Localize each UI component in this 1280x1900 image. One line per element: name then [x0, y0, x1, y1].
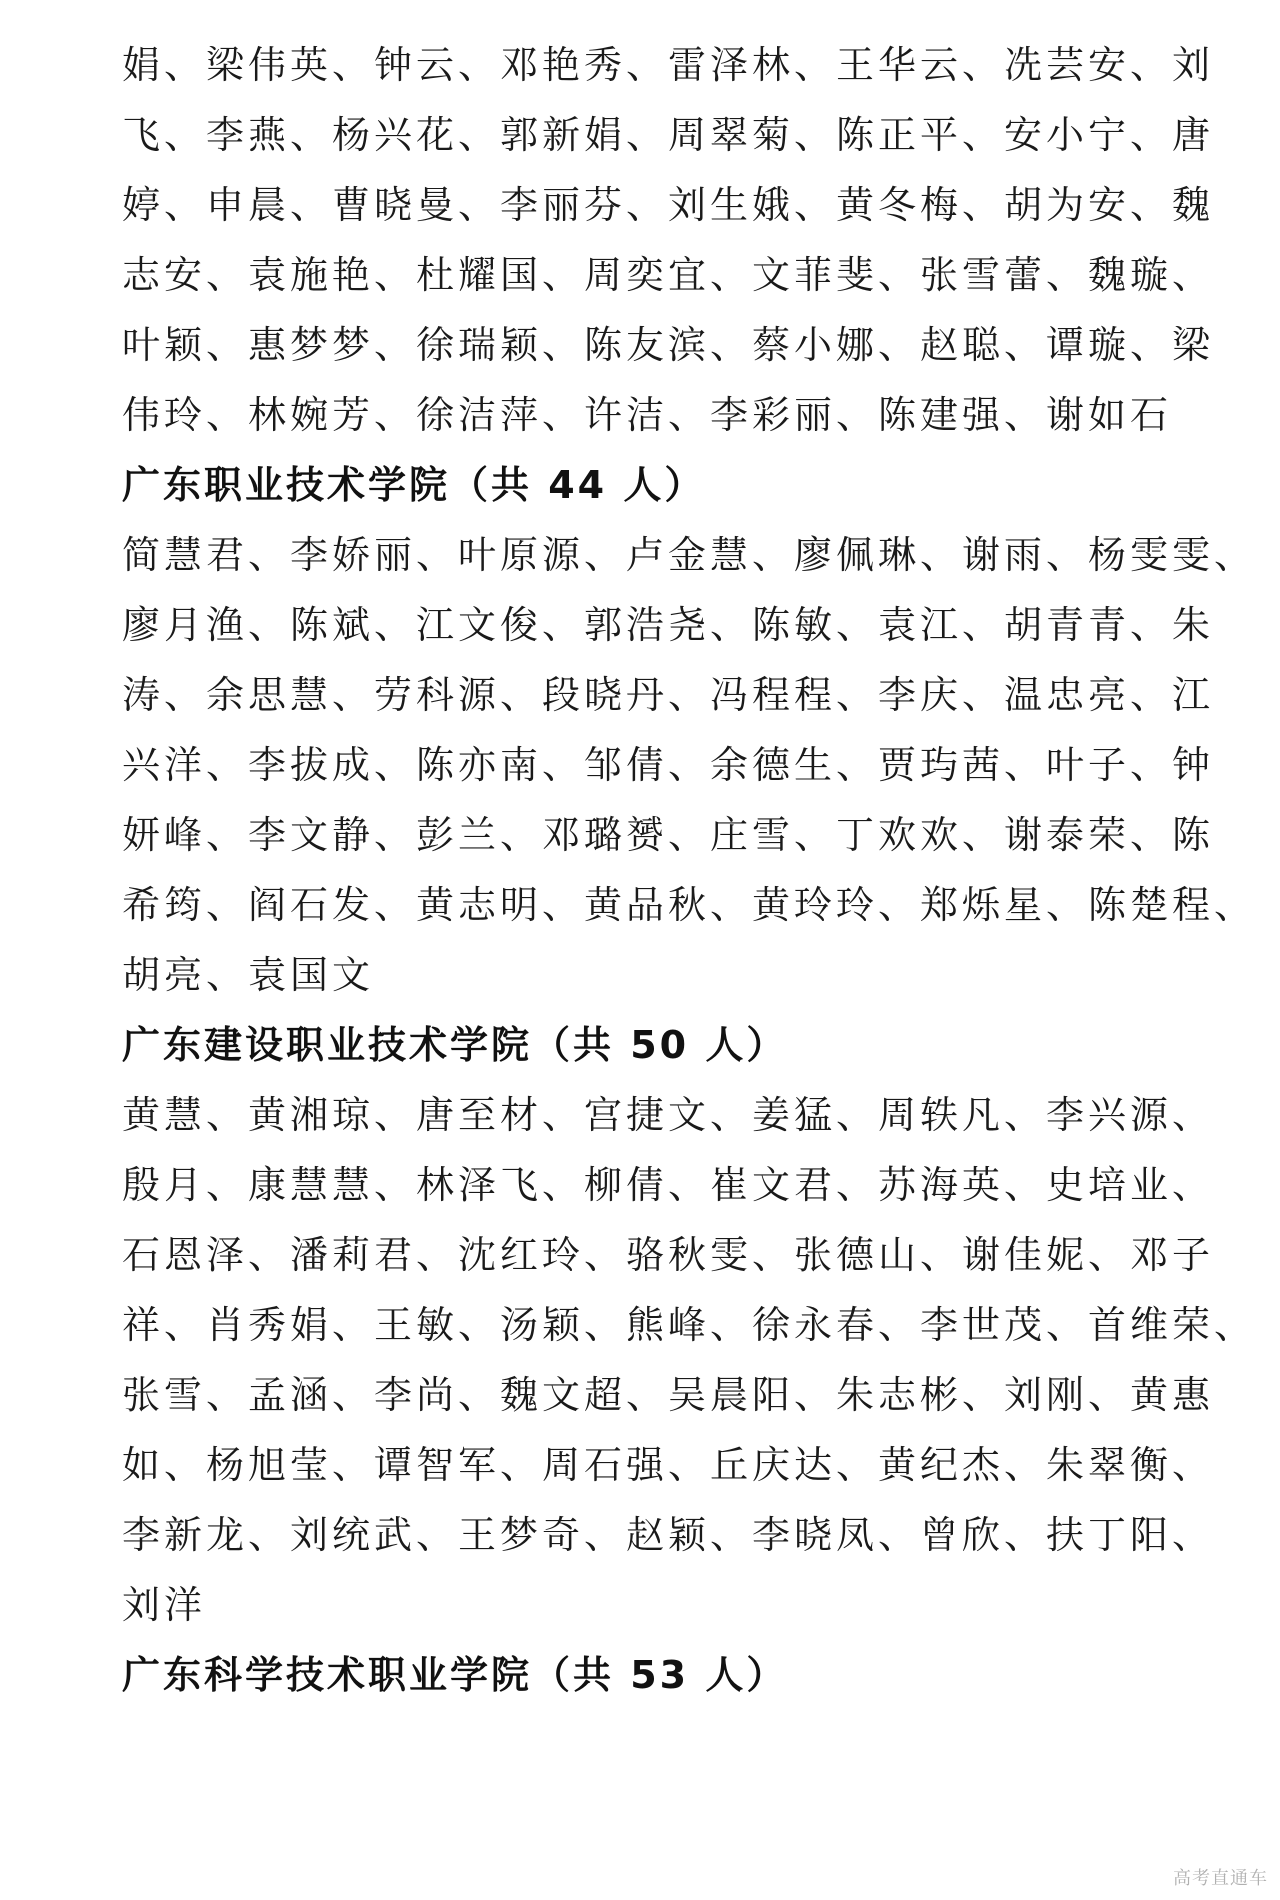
- name-list-line: 李新龙、刘统武、王梦奇、赵颖、李晓凤、曾欣、扶丁阳、: [122, 1513, 1215, 1557]
- name-list-line: 黄慧、黄湘琼、唐至材、宫捷文、姜猛、周轶凡、李兴源、: [122, 1093, 1215, 1137]
- name-list-line: 叶颖、惠梦梦、徐瑞颖、陈友滨、蔡小娜、赵聪、谭璇、梁: [122, 323, 1215, 367]
- section-guangdong-polytechnic: [122, 450, 1257, 1010]
- name-list-line: 简慧君、李娇丽、叶原源、卢金慧、廖佩琳、谢雨、杨雯雯、: [122, 533, 1257, 577]
- name-list-line: 廖月渔、陈斌、江文俊、郭浩尧、陈敏、袁江、胡青青、朱: [122, 603, 1215, 647]
- document-page: [122, 30, 1257, 1710]
- name-list-line: 希筠、阎石发、黄志明、黄品秋、黄玲玲、郑烁星、陈楚程、: [122, 883, 1257, 927]
- section-heading: 广东科学技术职业学院（共 53 人）: [122, 1653, 788, 1697]
- name-list-line: 石恩泽、潘莉君、沈红玲、骆秋雯、张德山、谢佳妮、邓子: [122, 1233, 1215, 1277]
- section-heading: 广东职业技术学院（共 44 人）: [122, 463, 706, 507]
- name-list-line: 张雪、孟涵、李尚、魏文超、吴晨阳、朱志彬、刘刚、黄惠: [122, 1373, 1215, 1417]
- name-list-line: 飞、李燕、杨兴花、郭新娟、周翠菊、陈正平、安小宁、唐: [122, 113, 1215, 157]
- name-list-line: 兴洋、李拔成、陈亦南、邹倩、余德生、贾玙茜、叶子、钟: [122, 743, 1215, 787]
- section-guangdong-construction-polytechnic: [122, 1010, 1257, 1640]
- name-list-line: 娟、梁伟英、钟云、邓艳秀、雷泽林、王华云、冼芸安、刘: [122, 43, 1215, 87]
- watermark: 高考直通车: [1173, 1868, 1268, 1889]
- name-list-line: 志安、袁施艳、杜耀国、周奕宜、文菲斐、张雪蕾、魏璇、: [122, 253, 1215, 297]
- section-guangdong-science-technology-polytechnic: [122, 1640, 1182, 1710]
- name-list-line: 妍峰、李文静、彭兰、邓璐赟、庄雪、丁欢欢、谢泰荣、陈: [122, 813, 1215, 857]
- name-list-line: 殷月、康慧慧、林泽飞、柳倩、崔文君、苏海英、史培业、: [122, 1163, 1215, 1207]
- name-list-line: 刘洋: [122, 1583, 207, 1627]
- intro-name-list: [122, 30, 1215, 450]
- name-list-line: 婷、申晨、曹晓曼、李丽芬、刘生娥、黄冬梅、胡为安、魏: [122, 183, 1215, 227]
- name-list-line: 胡亮、袁国文: [122, 953, 375, 997]
- name-list-line: 涛、余思慧、劳科源、段晓丹、冯程程、李庆、温忠亮、江: [122, 673, 1215, 717]
- section-heading: 广东建设职业技术学院（共 50 人）: [122, 1023, 788, 1067]
- name-list-line: 如、杨旭莹、谭智军、周石强、丘庆达、黄纪杰、朱翠衡、: [122, 1443, 1215, 1487]
- name-list-line: 祥、肖秀娟、王敏、汤颖、熊峰、徐永春、李世茂、首维荣、: [122, 1303, 1257, 1347]
- name-list-line: 伟玲、林婉芳、徐洁萍、许洁、李彩丽、陈建强、谢如石: [122, 393, 1173, 437]
